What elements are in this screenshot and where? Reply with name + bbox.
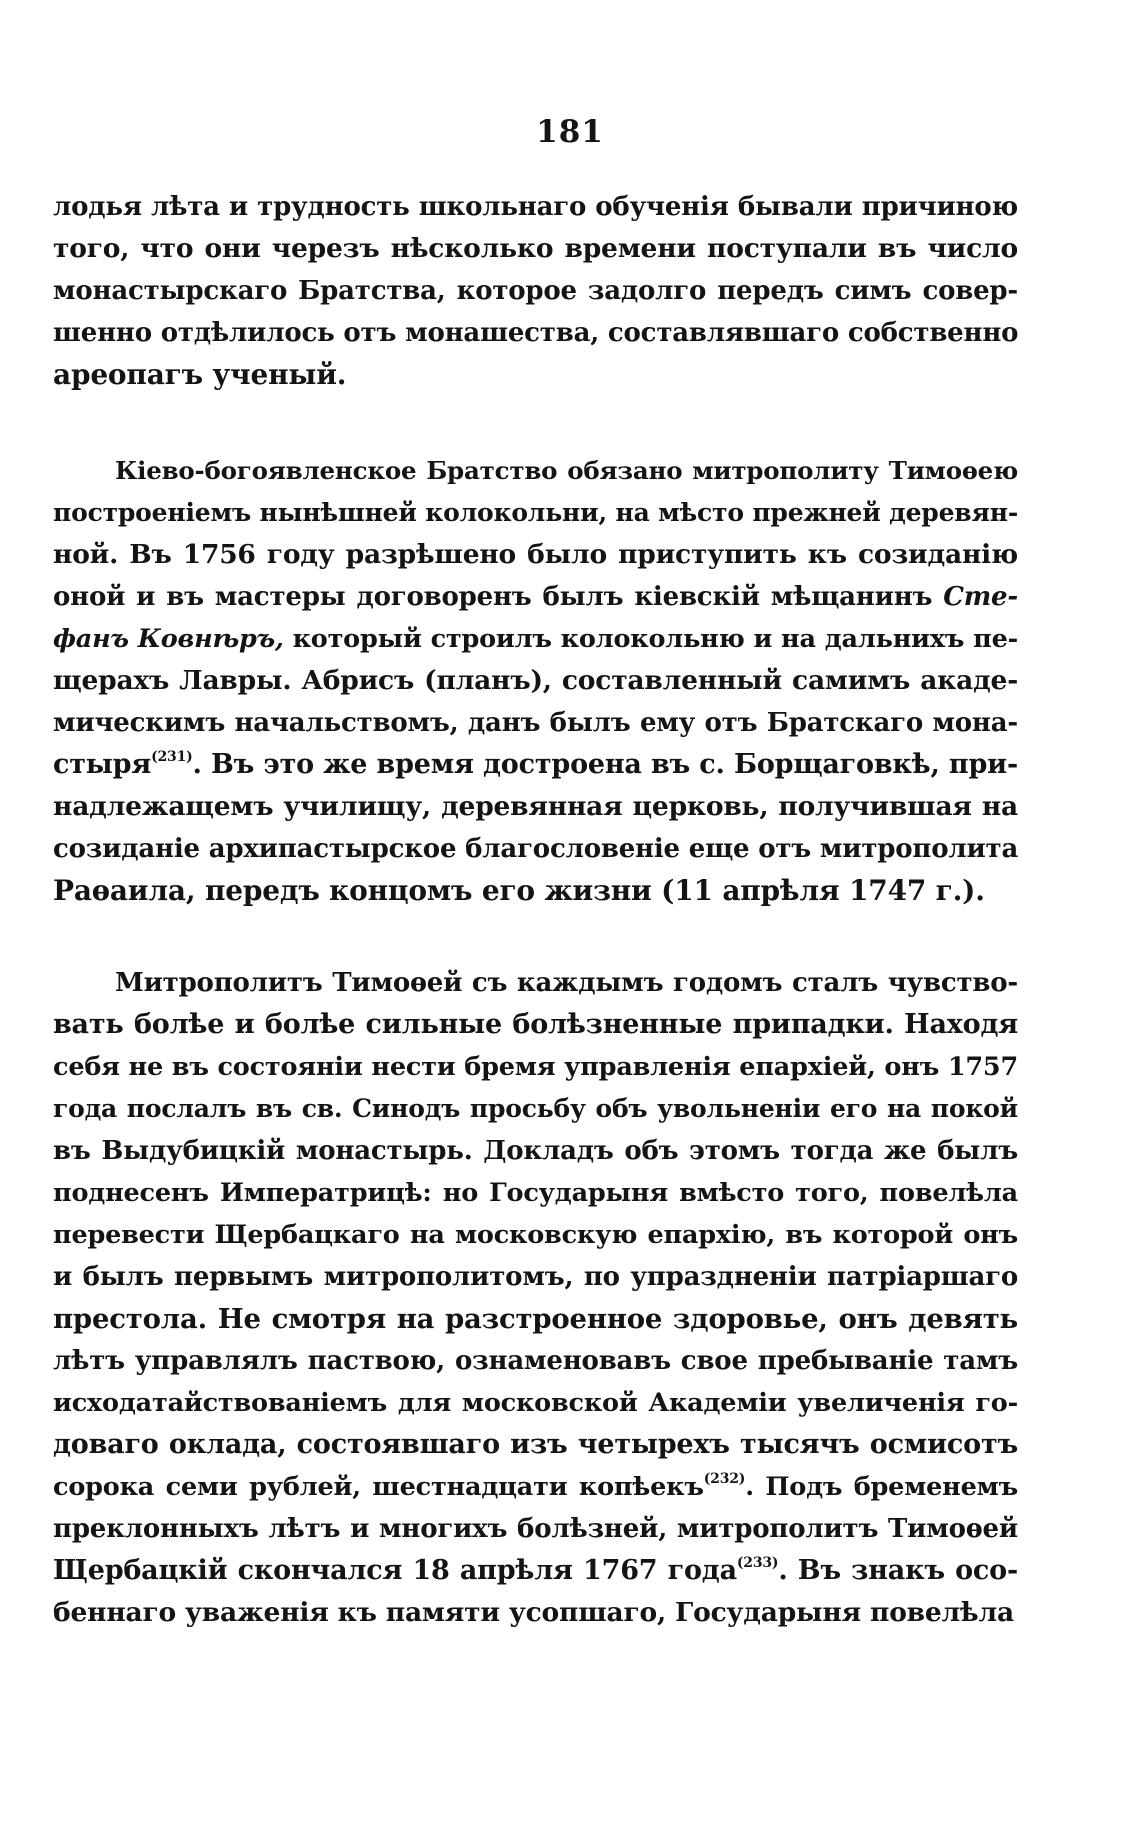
text-line: того, что они черезъ нѣсколько времени поступали въ число xyxy=(53,233,1018,264)
text-line xyxy=(53,1466,1018,1508)
text-segment: . Въ знакъ осо- xyxy=(778,1555,1018,1586)
paragraph-3 xyxy=(53,962,1018,1634)
text-line: построеніемъ нынѣшней колокольни, на мѣсто прежней деревян- xyxy=(53,498,1018,527)
text-line xyxy=(53,1550,1018,1592)
text-segment: который строилъ колокольню и на дальнихъ пе- xyxy=(292,624,1018,654)
text-line: лодья лѣта и трудность школьнаго обученія бывали причиною xyxy=(53,192,1018,222)
text-line: щерахъ Лавры. Абрисъ (планъ), составленный самимъ акаде- xyxy=(53,665,1018,696)
text-line xyxy=(53,744,1018,786)
text-segment: Щербацкій скончался 18 апрѣля 1767 года xyxy=(53,1555,737,1586)
text-segment: . Въ это же время достроена въ с. Борщаговкѣ, при- xyxy=(192,749,1018,780)
paragraph-2 xyxy=(53,450,1018,912)
footnote-ref-231: (231) xyxy=(151,749,193,765)
text-line xyxy=(53,576,1018,618)
text-line: преклонныхъ лѣтъ и многихъ болѣзней, митрополитъ Тимоѳей xyxy=(53,1514,1018,1544)
text-segment: стыря xyxy=(53,749,152,780)
text-line: доваго оклада, состоявшаго изъ четырехъ тысячъ осмисотъ xyxy=(53,1429,1018,1460)
text-line: лѣтъ управлялъ паствою, ознаменовавъ свое пребываніе тамъ xyxy=(53,1346,1018,1376)
text-line: въ Выдубицкій монастырь. Докладъ объ этомъ тогда же былъ xyxy=(53,1136,1018,1166)
text-line: себя не въ состояніи нести бремя управленія епархіей, онъ 1757 xyxy=(53,1052,1018,1082)
text-line: ной. Въ 1756 году разрѣшено было приступить къ созиданію xyxy=(53,539,1018,570)
text-line: поднесенъ Императрицѣ: но Государыня вмѣсто того, повелѣла xyxy=(53,1178,1018,1208)
footnote-ref-232: (232) xyxy=(703,1471,746,1487)
text-line: мическимъ начальствомъ, данъ былъ ему отъ Братскаго мона- xyxy=(53,708,1018,738)
italic-name: фанъ Ковнѣръ, xyxy=(53,624,284,654)
text-line: надлежащемъ училищу, деревянная церковь, получившая на xyxy=(53,791,1018,822)
text-line: года послалъ въ св. Синодъ просьбу объ увольненіи его на покой xyxy=(53,1094,1018,1123)
text-line: созиданіе архипастырское благословеніе еще отъ митрополита xyxy=(53,834,1019,864)
text-line: и былъ первымъ митрополитомъ, по упраздненіи патріаршаго xyxy=(53,1262,1018,1292)
text-line: престола. Не смотря на разстроенное здоровье, онъ девять xyxy=(53,1303,1018,1335)
text-line: Раѳаила, передъ концомъ его жизни (11 апрѣля 1747 г.). xyxy=(53,874,985,907)
footnote-ref-233: (233) xyxy=(736,1555,779,1571)
text-line: Митрополитъ Тимоѳей съ каждымъ годомъ сталъ чувство- xyxy=(115,968,1018,998)
text-line: вать болѣе и болѣе сильные болѣзненные припадки. Находя xyxy=(53,1009,1018,1040)
text-line: монастырскаго Братства, которое задолго передъ симъ совер- xyxy=(53,276,1018,306)
text-line: исходатайствованіемъ для московской Академіи увеличенія го- xyxy=(53,1388,1018,1418)
text-line: перевести Щербацкаго на московскую епархію, въ которой онъ xyxy=(53,1220,1018,1250)
text-line: Кіево-богоявленское Братство обязано митрополиту Тимоѳею xyxy=(115,456,1018,485)
text-segment: оной и въ мастеры договоренъ былъ кіевскій мѣщанинъ xyxy=(53,582,933,612)
text-line: шенно отдѣлилось отъ монашества, составлявшаго собственно xyxy=(53,318,1019,348)
italic-name: Сте- xyxy=(943,582,1018,612)
page-number: 181 xyxy=(536,114,604,150)
text-line: ареопагъ ученый. xyxy=(53,358,347,391)
text-line: беннаго уваженія къ памяти усопшаго, Государыня повелѣла xyxy=(53,1597,1014,1628)
text-segment: сорока семи рублей, шестнадцати копѣекъ xyxy=(53,1472,704,1502)
paragraph-1 xyxy=(53,186,1018,396)
text-line xyxy=(53,618,1018,660)
text-segment: . Подъ бременемъ xyxy=(745,1472,1018,1502)
